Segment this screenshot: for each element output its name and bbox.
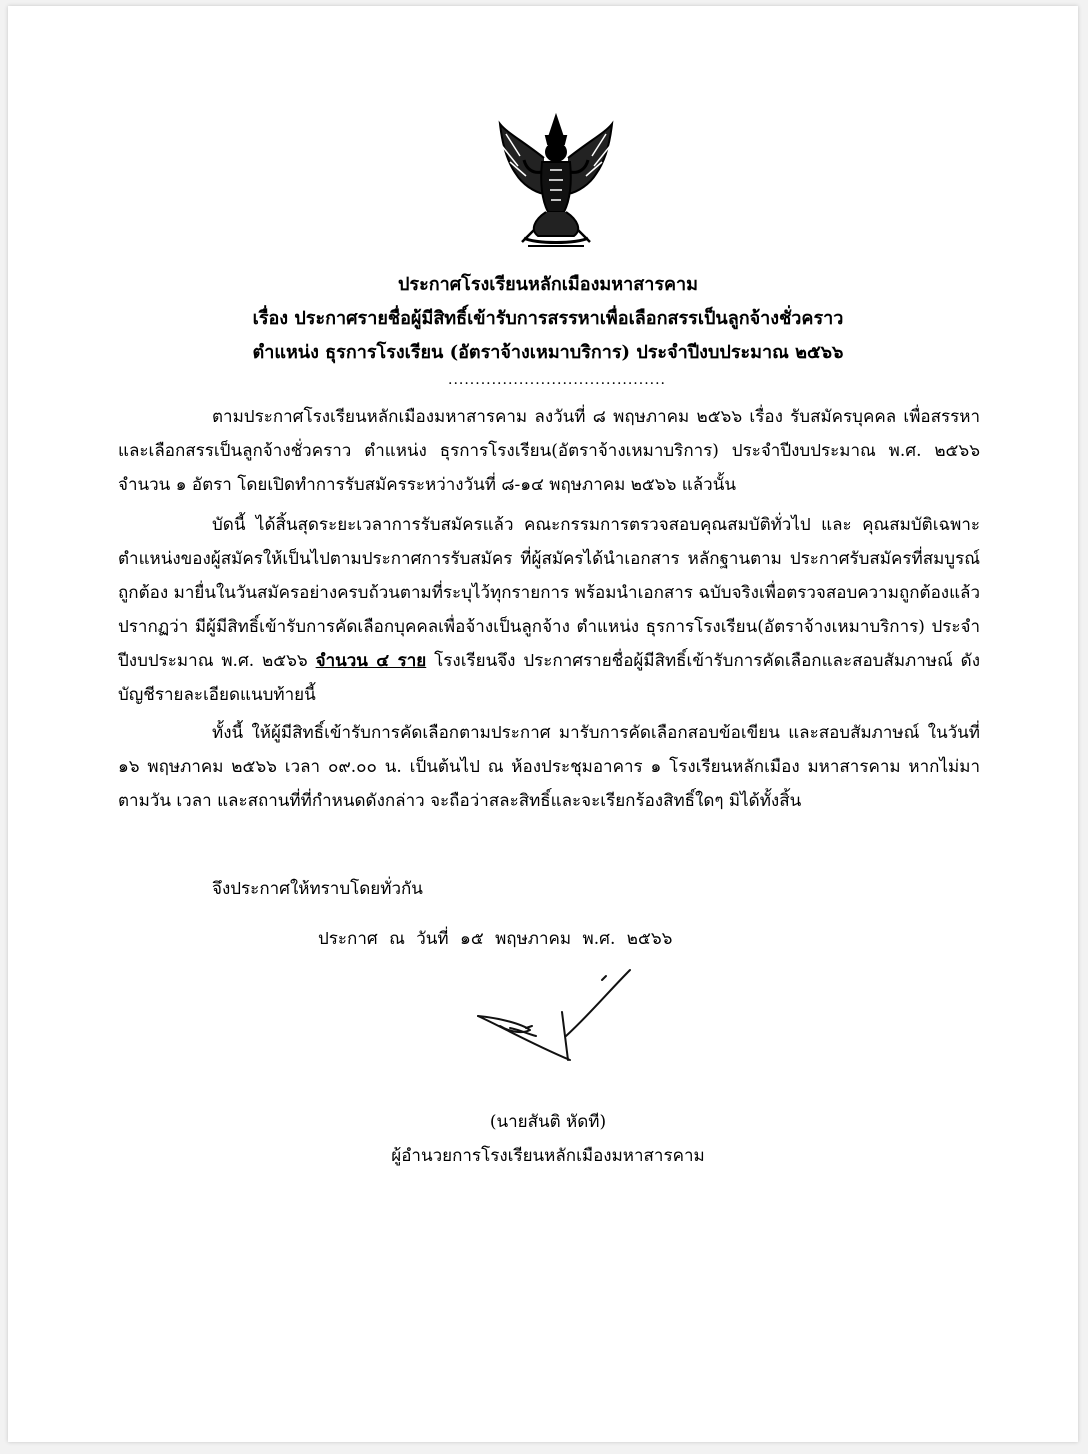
- signature-icon: [470, 964, 646, 1070]
- announcement-date: ประกาศ ณ วันที่ ๑๕ พฤษภาคม พ.ศ. ๒๕๖๖: [318, 929, 673, 949]
- paragraph-1: [118, 400, 980, 502]
- paragraph-3: [118, 716, 980, 818]
- signer-name: (นายสันติ หัดที): [489, 1112, 607, 1132]
- paragraph-2: [118, 508, 980, 712]
- paragraph-3-text: ทั้งนี้ ให้ผู้มีสิทธิ์เข้ารับการคัดเลือกตามประกาศ มารับการคัดเลือกสอบข้อเขียน และสอบสัมภาษณ์ ในวันที่ ๑๖ พฤษภาคม ๒๕๖๖ เวลา ๐๙.๐๐ น. เป็นต้นไป ณ ห้องประชุมอาคาร ๑ โรงเรียนหลักเมือง มหาสารคาม หากไม่มาตามวัน เวลา และสถานที่ที่กำหนดดังกล่าว จะถือว่าสละสิทธิ์และจะเรียกร้องสิทธิ์ใดๆ มิได้ทั้งสิ้น: [118, 723, 980, 811]
- header-separator: ........................................: [448, 372, 667, 388]
- paragraph-2-after: โรงเรียนจึง ประกาศรายชื่อผู้มีสิทธิ์เข้ารับการคัดเลือกและสอบสัมภาษณ์ ดังบัญชีรายละเอียดแนบท้ายนี้: [118, 651, 980, 705]
- paragraph-2-text: [118, 508, 980, 712]
- signer-title: ผู้อำนวยการโรงเรียนหลักเมืองมหาสารคาม: [391, 1146, 705, 1166]
- school-announcement-title: ประกาศโรงเรียนหลักเมืองมหาสารคาม: [397, 274, 698, 295]
- garuda-emblem-icon: [494, 112, 618, 250]
- closing-announcement: จึงประกาศให้ทราบโดยทั่วกัน: [212, 879, 423, 899]
- applicant-count-highlight: จำนวน ๔ ราย: [315, 651, 427, 671]
- position-line: ตำแหน่ง ธุรการโรงเรียน (อัตราจ้างเหมาบริการ) ประจำปีงบประมาณ ๒๕๖๖: [252, 342, 844, 363]
- subject-line: เรื่อง ประกาศรายชื่อผู้มีสิทธิ์เข้ารับการสรรหาเพื่อเลือกสรรเป็นลูกจ้างชั่วคราว: [252, 308, 844, 329]
- document-page: [8, 6, 1078, 1442]
- paragraph-1-text: ตามประกาศโรงเรียนหลักเมืองมหาสารคาม ลงวันที่ ๘ พฤษภาคม ๒๕๖๖ เรื่อง รับสมัครบุคคล เพื่อสรรหาและเลือกสรรเป็นลูกจ้างชั่วคราว ตำแหน่ง ธุรการโรงเรียน(อัตราจ้างเหมาบริการ) ประจำปีงบประมาณ พ.ศ. ๒๕๖๖ จำนวน ๑ อัตรา โดยเปิดทำการรับสมัครระหว่างวันที่ ๘-๑๔ พฤษภาคม ๒๕๖๖ แล้วนั้น: [118, 407, 980, 495]
- announcement-header: [108, 268, 988, 370]
- paragraph-2-before: บัดนี้ ได้สิ้นสุดระยะเวลาการรับสมัครแล้ว คณะกรรมการตรวจสอบคุณสมบัติทั่วไป และ คุณสมบัติเฉพาะตำแหน่งของผู้สมัครให้เป็นไปตามประกาศการรับสมัคร ที่ผู้สมัครได้นำเอกสาร หลักฐานตาม ประกาศรับสมัครที่สมบูรณ์ถูกต้อง มายื่นในวันสมัครอย่างครบถ้วนตามที่ระบุไว้ทุกรายการ พร้อมนำเอกสาร ฉบับจริงเพื่อตรวจสอบความถูกต้องแล้ว ปรากฏว่า มีผู้มีสิทธิ์เข้ารับการคัดเลือกบุคคลเพื่อจ้างเป็นลูกจ้าง ตำแหน่ง ธุรการโรงเรียน(อัตราจ้างเหมาบริการ) ประจำปีงบประมาณ พ.ศ. ๒๕๖๖: [118, 515, 980, 671]
